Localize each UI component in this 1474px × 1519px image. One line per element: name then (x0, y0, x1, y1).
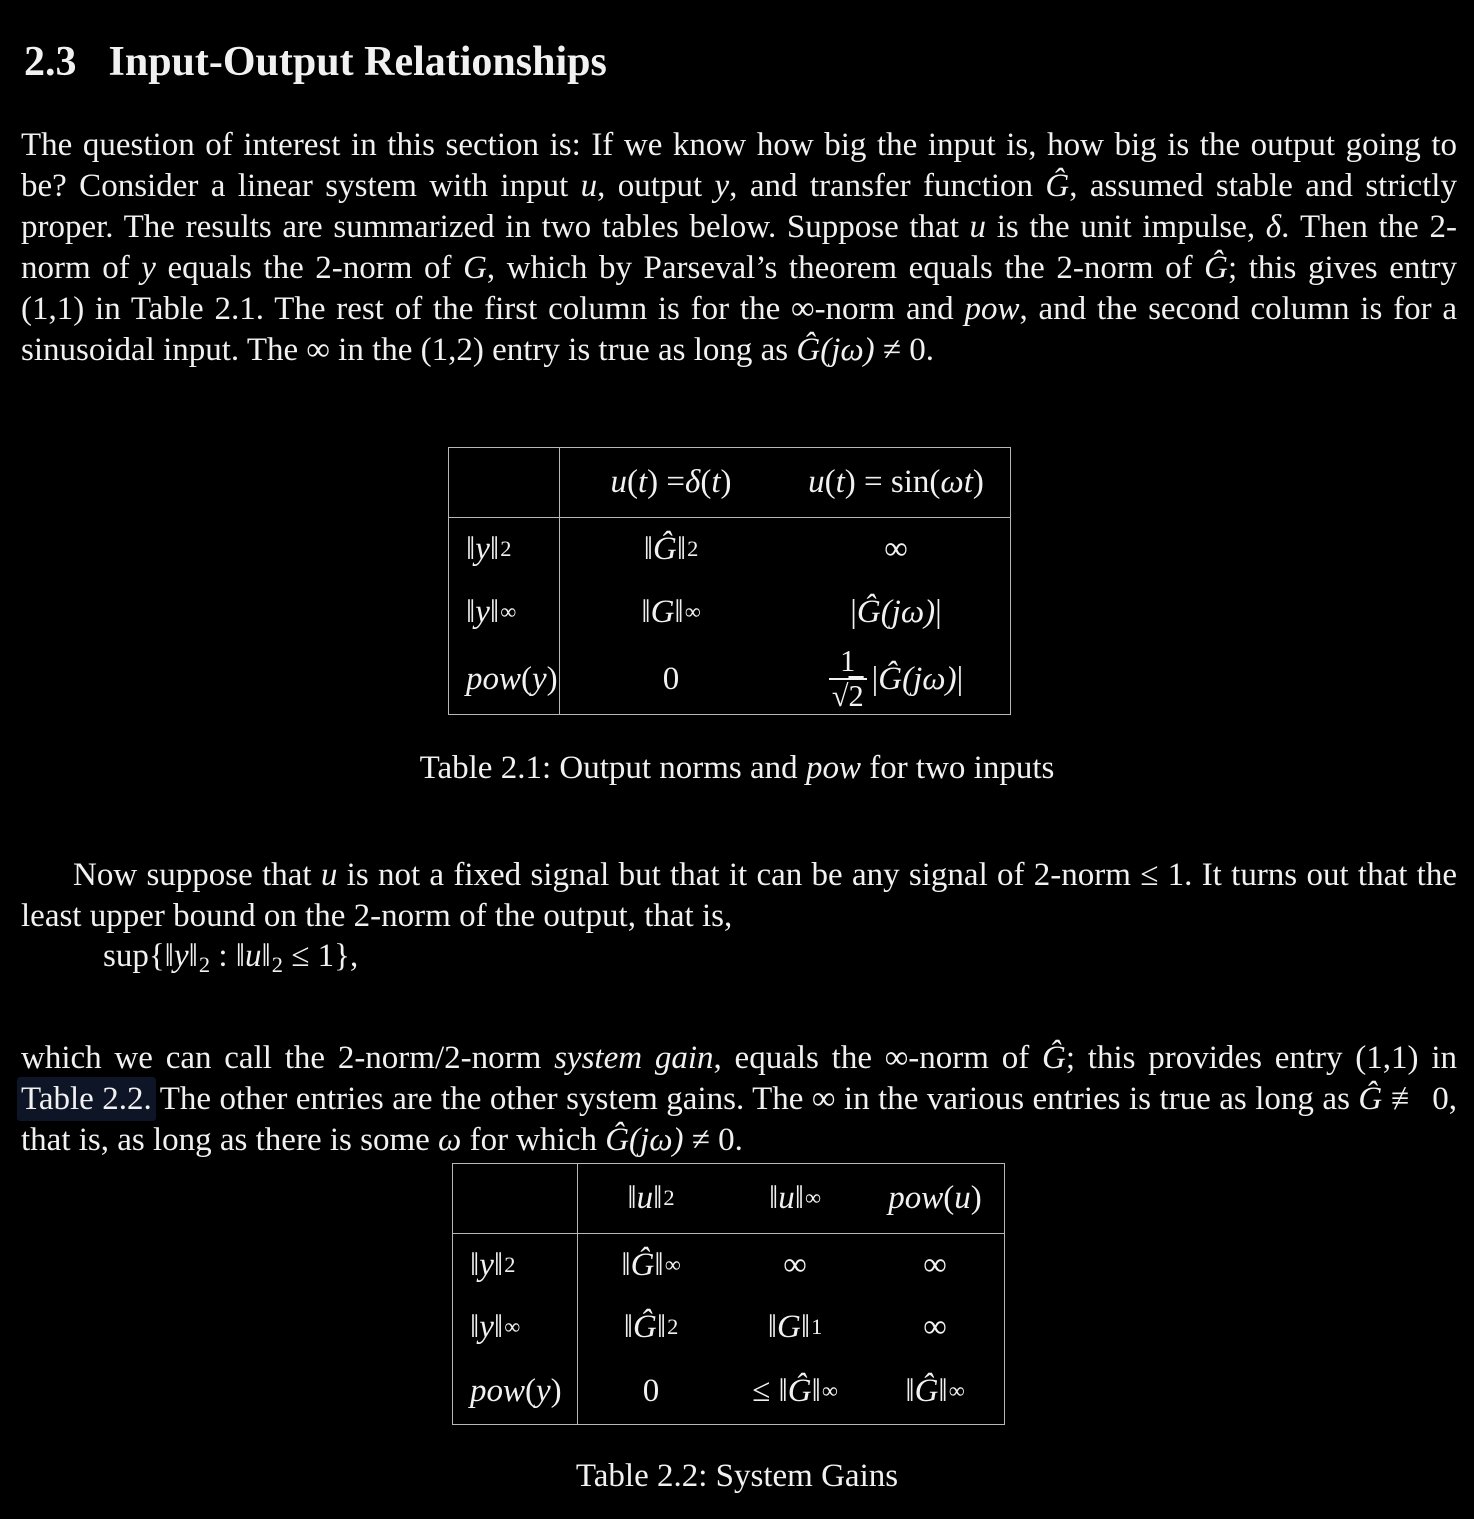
table-cell: ‖ Ĝ ‖ ∞ (621, 1246, 681, 1283)
section-number: 2.3 (24, 39, 77, 86)
table-stub-cell: pow ( y ) (453, 1358, 578, 1424)
table-corner-cell (453, 1164, 578, 1234)
section-title: Input-Output Relationships (108, 39, 607, 86)
paragraph-intro: The question of interest in this section is: If we know how big the input is, how big is the output going to be? Consider a linear system with input u, output y, and transfer function Ĝ, assumed stable and strictly proper. The results are summarized in two tables below. Suppose that u is the unit impulse, δ. Then the 2-norm of y equals the 2-norm of G, which by Parseval’s theorem equals the 2-norm of Ĝ; this gives entry (1,1) in Table 2.1. The rest of the first column is for the ∞-norm and pow, and the second column is for a sinusoidal input. The ∞ in the (1,2) entry is true as long as Ĝ(jω) ≠ 0. (21, 127, 1458, 368)
table-cell: ∞ (884, 531, 908, 568)
table-header-cell: ‖ u ‖ 2 (578, 1164, 724, 1234)
table-stub-cell: ‖ y ‖ 2 (453, 1234, 578, 1296)
table-cell: 0 (662, 660, 680, 697)
paragraph-sup-intro: Now suppose that u is not a fixed signal but that it can be any signal of 2-norm ≤ 1. It turns out that the least upper bound on the 2-norm of the output, that is, (21, 857, 1457, 934)
fraction: $\frac{1}{√2}$ (829, 645, 867, 713)
table-cell: ∞ (783, 1246, 807, 1283)
table-stub-cell: ‖ y ‖ ∞ (449, 581, 560, 644)
table-corner-cell (449, 448, 560, 518)
paragraph-system-gain: which we can call the 2-norm/2-norm system gain, equals the ∞-norm of Ĝ; this provides entry (1,1) in Table 2.2. The other entries are the other system gains. The ∞ in the various entries is true as long as Ĝ ≢ 0, that is, as long as there is some ω for which Ĝ(jω) ≠ 0. (21, 1040, 1458, 1158)
table-2-1 (448, 447, 1011, 715)
table-cell: ‖ G ‖ ∞ (641, 594, 701, 631)
table-cell: ‖ Ĝ ‖ 2 (623, 1308, 679, 1345)
table-cell: ∞ (923, 1246, 947, 1283)
table-cell: | Ĝ(jω) | (850, 594, 942, 631)
equation-sup-norm: sup{‖y‖2 : ‖u‖2 ≤ 1}, (103, 938, 359, 978)
table-header-cell: ‖ u ‖ ∞ (724, 1164, 866, 1234)
table-2-2 (452, 1163, 1005, 1425)
table-cell: ≤ ‖ Ĝ ‖ ∞ (752, 1372, 838, 1409)
table-header-cell: u ( t ) = δ ( t ) (560, 448, 782, 518)
table-cell: ‖ G ‖ 1 (767, 1308, 823, 1345)
section-heading (24, 38, 607, 86)
table-stub-cell: ‖ y ‖ ∞ (453, 1296, 578, 1358)
table-cell: ‖ Ĝ ‖ 2 (643, 531, 699, 568)
table-2-2-reference-highlight[interactable]: Table 2.2. (21, 1081, 152, 1117)
table-2-1-caption: Table 2.1: Output norms and pow for two inputs (419, 750, 1055, 786)
table-stub-cell: pow ( y ) (449, 644, 560, 714)
table-cell: $\frac{1}{√2}$ | Ĝ(jω) | (782, 644, 1010, 714)
table-2-2-caption: Table 2.2: System Gains (575, 1458, 899, 1494)
table-header-cell: pow ( u ) (866, 1164, 1004, 1234)
table-cell: ∞ (923, 1308, 947, 1345)
table-stub-cell: ‖ y ‖ 2 (449, 518, 560, 581)
table-cell: ‖ Ĝ ‖ ∞ (905, 1372, 965, 1409)
table-header-cell: u ( t ) = sin( ωt ) (782, 448, 1010, 518)
table-cell: 0 (642, 1372, 660, 1409)
